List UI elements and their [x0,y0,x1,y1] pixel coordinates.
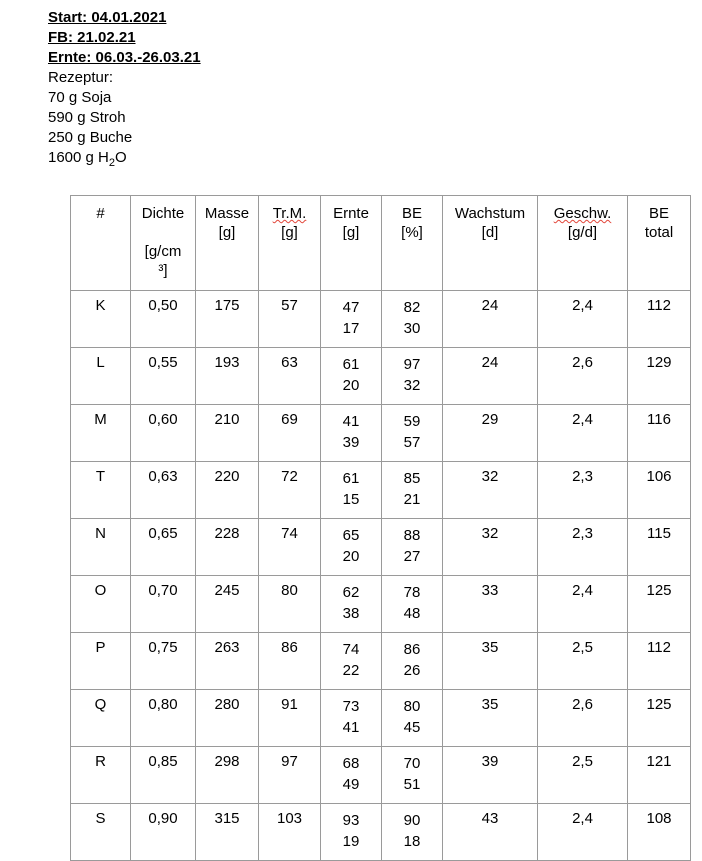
cell-be-percent-line2: 57 [403,434,421,451]
recipe-item-stroh: 590 g Stroh [48,109,126,126]
cell-trockenmasse: 72 [259,462,321,519]
column-header-be-total-line1: BE [648,205,669,222]
cell-be-total: 121 [628,747,691,804]
cell-masse: 280 [196,690,259,747]
cell-masse: 245 [196,576,259,633]
cell-wachstum: 35 [443,633,538,690]
cell-ernte-line2: 22 [342,662,360,679]
cell-be-percent [382,405,443,462]
cell-geschwindigkeit: 2,6 [538,348,628,405]
cell-be-total: 112 [628,633,691,690]
column-header-dichte-line1: Dichte [141,205,185,222]
cell-wachstum: 32 [443,462,538,519]
cell-id: N [71,519,131,576]
cell-dichte: 0,90 [131,804,196,861]
recipe-item-soja: 70 g Soja [48,89,112,106]
cell-trockenmasse: 103 [259,804,321,861]
cell-trockenmasse: 97 [259,747,321,804]
cell-be-percent [382,690,443,747]
cell-id: T [71,462,131,519]
fb-date-line: FB: 21.02.21 [48,29,136,46]
cell-be-total: 108 [628,804,691,861]
cell-be-total: 112 [628,291,691,348]
cell-masse: 315 [196,804,259,861]
cell-geschwindigkeit: 2,4 [538,291,628,348]
cell-ernte [321,462,382,519]
cell-id: Q [71,690,131,747]
cell-dichte: 0,65 [131,519,196,576]
cell-ernte-line1: 73 [342,698,360,715]
cell-ernte [321,291,382,348]
cell-geschwindigkeit: 2,3 [538,462,628,519]
cell-ernte [321,633,382,690]
cell-dichte: 0,70 [131,576,196,633]
cell-masse: 175 [196,291,259,348]
cell-dichte: 0,60 [131,405,196,462]
column-header-wachstum [443,196,538,291]
measurements-table [70,195,691,861]
cell-be-percent-line2: 51 [403,776,421,793]
cell-be-percent-line1: 82 [403,299,421,316]
recipe-item-water [48,148,702,173]
cell-masse: 193 [196,348,259,405]
cell-be-percent-line2: 48 [403,605,421,622]
cell-trockenmasse: 69 [259,405,321,462]
cell-be-percent-line1: 88 [403,527,421,544]
column-header-masse-line1: Masse [204,205,250,222]
column-header-geschwindigkeit-line2: [g/d] [567,224,598,241]
cell-ernte-line2: 17 [342,320,360,337]
cell-be-percent [382,462,443,519]
header-block [48,8,702,173]
cell-be-percent-line2: 45 [403,719,421,736]
cell-wachstum: 39 [443,747,538,804]
cell-ernte-line1: 62 [342,584,360,601]
table-header-row [71,196,691,291]
cell-be-total: 106 [628,462,691,519]
column-header-geschwindigkeit-line1: Geschw. [553,205,612,222]
column-header-ernte-line1: Ernte [333,205,369,222]
cell-ernte [321,519,382,576]
column-header-wachstum-line2: [d] [481,224,499,241]
column-header-wachstum-line1: Wachstum [454,205,526,222]
table-row [71,633,691,690]
recipe-item-buche: 250 g Buche [48,129,133,146]
table-row [71,291,691,348]
cell-be-percent-line2: 32 [403,377,421,394]
cell-wachstum: 32 [443,519,538,576]
column-header-ernte [321,196,382,291]
cell-ernte [321,405,382,462]
cell-be-percent-line2: 18 [403,833,421,850]
cell-geschwindigkeit: 2,3 [538,519,628,576]
cell-be-percent-line1: 97 [403,356,421,373]
cell-trockenmasse: 86 [259,633,321,690]
cell-ernte-line2: 38 [342,605,360,622]
cell-dichte: 0,63 [131,462,196,519]
cell-dichte: 0,80 [131,690,196,747]
cell-ernte [321,348,382,405]
cell-be-percent-line1: 78 [403,584,421,601]
cell-ernte-line1: 61 [342,470,360,487]
cell-wachstum: 24 [443,348,538,405]
column-header-id [71,196,131,291]
cell-be-percent-line2: 26 [403,662,421,679]
cell-ernte-line1: 41 [342,413,360,430]
cell-id: S [71,804,131,861]
cell-wachstum: 33 [443,576,538,633]
cell-be-percent [382,747,443,804]
cell-ernte [321,576,382,633]
cell-ernte [321,690,382,747]
cell-id: P [71,633,131,690]
cell-trockenmasse: 80 [259,576,321,633]
cell-geschwindigkeit: 2,6 [538,690,628,747]
table-row [71,576,691,633]
cell-geschwindigkeit: 2,5 [538,747,628,804]
column-header-trockenmasse [259,196,321,291]
cell-ernte-line1: 61 [342,356,360,373]
water-suffix: O [115,149,127,166]
water-subscript: 2 [108,157,116,169]
cell-be-percent [382,348,443,405]
cell-be-percent-line1: 59 [403,413,421,430]
cell-be-percent-line1: 86 [403,641,421,658]
water-prefix: 1600 g H [48,149,109,166]
cell-ernte-line2: 39 [342,434,360,451]
cell-be-percent-line2: 27 [403,548,421,565]
cell-trockenmasse: 63 [259,348,321,405]
cell-trockenmasse: 91 [259,690,321,747]
cell-be-total: 129 [628,348,691,405]
cell-be-percent-line2: 30 [403,320,421,337]
cell-be-percent-line1: 90 [403,812,421,829]
cell-be-percent-line1: 85 [403,470,421,487]
column-header-id-line1: # [96,205,105,222]
cell-wachstum: 43 [443,804,538,861]
table-row [71,747,691,804]
cell-geschwindigkeit: 2,4 [538,576,628,633]
cell-trockenmasse: 74 [259,519,321,576]
cell-ernte-line2: 41 [342,719,360,736]
cell-be-total: 116 [628,405,691,462]
cell-wachstum: 29 [443,405,538,462]
cell-be-percent [382,804,443,861]
table-row [71,348,691,405]
cell-id: O [71,576,131,633]
column-header-dichte-line2: [g/cm [144,243,182,260]
cell-id: L [71,348,131,405]
table-row [71,804,691,861]
table-row [71,405,691,462]
cell-masse: 210 [196,405,259,462]
cell-ernte-line1: 65 [342,527,360,544]
cell-be-percent-line1: 70 [403,755,421,772]
cell-ernte [321,747,382,804]
cell-be-percent [382,633,443,690]
recipe-label: Rezeptur: [48,69,114,86]
cell-geschwindigkeit: 2,4 [538,405,628,462]
cell-be-percent-line2: 21 [403,491,421,508]
harvest-date-line: Ernte: 06.03.-26.03.21 [48,49,201,66]
column-header-geschwindigkeit [538,196,628,291]
table-body [71,291,691,861]
column-header-trockenmasse-line1: Tr.M. [272,205,307,222]
column-header-masse-line2: [g] [218,224,236,241]
cell-id: R [71,747,131,804]
cell-id: K [71,291,131,348]
cell-be-percent-line1: 80 [403,698,421,715]
column-header-be-total-line2: total [644,224,674,241]
cell-ernte-line2: 19 [342,833,360,850]
cell-ernte-line1: 68 [342,755,360,772]
cell-be-total: 125 [628,576,691,633]
cell-ernte-line1: 74 [342,641,360,658]
cell-be-total: 125 [628,690,691,747]
cell-ernte [321,804,382,861]
column-header-ernte-line2: [g] [342,224,360,241]
column-header-trockenmasse-line2: [g] [281,224,298,241]
cell-wachstum: 24 [443,291,538,348]
cell-be-percent [382,291,443,348]
cell-id: M [71,405,131,462]
column-header-be-percent-line1: BE [401,205,422,222]
cell-ernte-line1: 93 [342,812,360,829]
column-header-dichte [131,196,196,291]
table-row [71,462,691,519]
table-row [71,690,691,747]
table-header [71,196,691,291]
cell-geschwindigkeit: 2,4 [538,804,628,861]
cell-masse: 298 [196,747,259,804]
column-header-dichte-line3: ³] [158,262,168,279]
start-date-line: Start: 04.01.2021 [48,9,167,26]
cell-ernte-line2: 20 [342,548,360,565]
cell-dichte: 0,50 [131,291,196,348]
column-header-masse [196,196,259,291]
cell-trockenmasse: 57 [259,291,321,348]
cell-ernte-line2: 15 [342,491,360,508]
column-header-be-total [628,196,691,291]
cell-ernte-line2: 20 [342,377,360,394]
column-header-be-percent-line2: [%] [401,224,423,241]
cell-geschwindigkeit: 2,5 [538,633,628,690]
cell-be-percent [382,576,443,633]
cell-masse: 220 [196,462,259,519]
cell-dichte: 0,85 [131,747,196,804]
cell-be-percent [382,519,443,576]
cell-ernte-line2: 49 [342,776,360,793]
cell-dichte: 0,55 [131,348,196,405]
cell-be-total: 115 [628,519,691,576]
column-header-be-percent [382,196,443,291]
cell-masse: 228 [196,519,259,576]
cell-ernte-line1: 47 [342,299,360,316]
table-row [71,519,691,576]
cell-masse: 263 [196,633,259,690]
cell-dichte: 0,75 [131,633,196,690]
cell-wachstum: 35 [443,690,538,747]
